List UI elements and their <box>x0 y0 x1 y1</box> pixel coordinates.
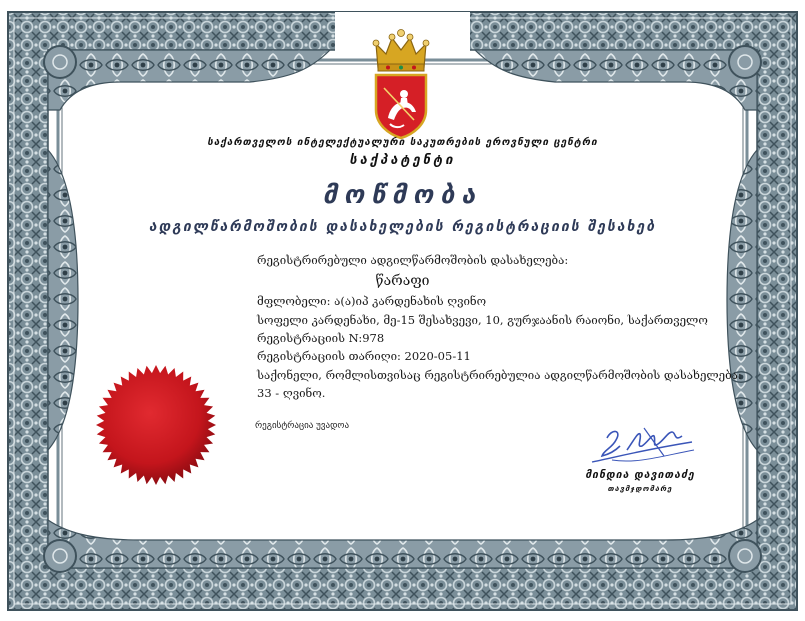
signer-title: თავმჯდომარე <box>607 484 673 493</box>
doc-type: საქპატენტი <box>349 153 456 168</box>
coat-of-arms-icon <box>370 28 432 140</box>
certificate-title: მოწმობა <box>322 180 483 209</box>
red-seal-icon <box>94 363 218 487</box>
name-value: წარაფი <box>375 273 430 289</box>
goods-label: საქონელი, რომლისთვისაც რეგისტრირებულია ადგილწარმოშობის დასახელება: <box>257 368 742 382</box>
signer-name: მინდია დავითაძე <box>585 469 695 481</box>
reg-number: რეგისტრაციის N:978 <box>257 331 385 345</box>
signature-image <box>582 420 702 470</box>
goods-value: 33 - ღვინო. <box>257 386 326 400</box>
name-label: რეგისტრირებული ადგილწარმოშობის დასახელება: <box>257 253 569 267</box>
issuer-name: საქართველოს ინტელექტუალური საკუთრების ეროვნული ცენტრი <box>207 137 598 148</box>
reg-date: რეგისტრაციის თარიღი: 2020-05-11 <box>257 349 471 363</box>
validity-note: რეგისტრაცია უვადოა <box>255 421 350 431</box>
owner-line: მფლობელი: ა(ა)იპ კარდენახის ღვინო <box>257 294 487 308</box>
certificate-subtitle: ადგილწარმოშობის დასახელების რეგისტრაციის შესახებ <box>148 219 657 235</box>
address-line: სოფელი კარდენახი, მე-15 შესახვევი, 10, გურჯაანის რაიონი, საქართველო <box>257 313 708 327</box>
